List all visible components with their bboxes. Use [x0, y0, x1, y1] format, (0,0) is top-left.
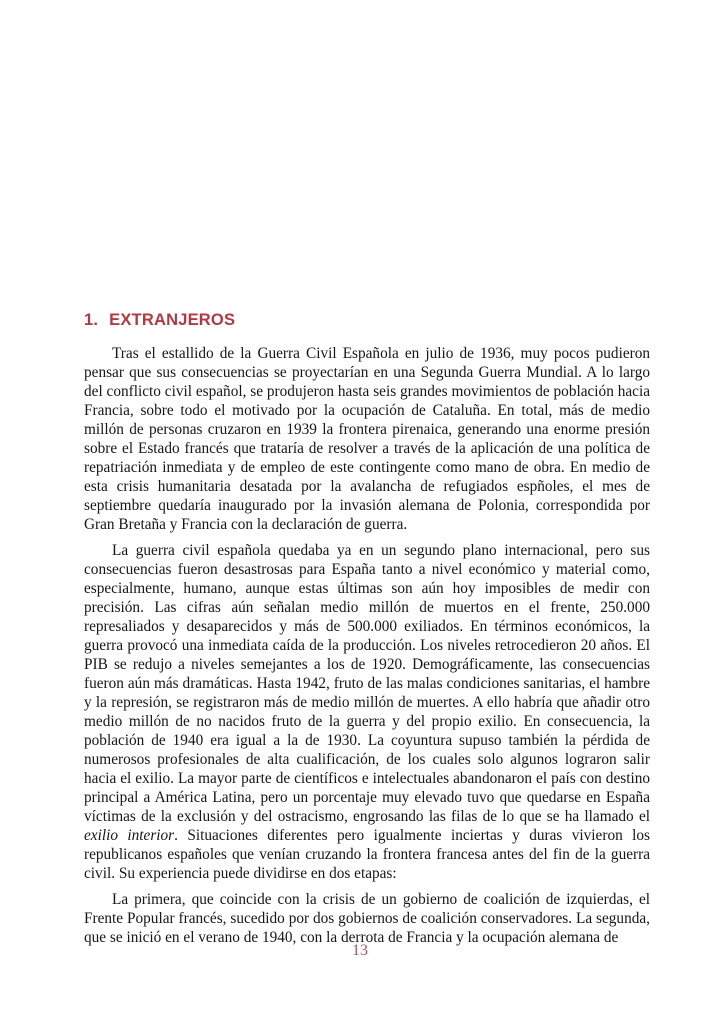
text-segment: . Situaciones diferentes pero igualmente inciertas y duras vivieron los republicanos españoles que venían cruzando la frontera francesa antes del fin de la guerra civil. Su experiencia puede dividirse en dos etapas: — [84, 827, 650, 882]
text-segment: Tras el estallido de la Guerra Civil Española en julio de 1936, muy pocos pudieron pensar que sus consecuencias se proyectarían en una Segunda Guerra Mundial. A lo largo del conflicto civil español, se produjeron hasta seis grandes movimientos de población hacia Francia, sobre todo el motivado por la ocupación de Cataluña. En total, más de medio millón de personas cruzaron en 1939 la frontera pirenaica, generando una enorme presión sobre el Estado francés que trataría de resolver a través de la aplicación de una política de repatriación inmediata y de empleo de este contingente como mano de obra. En medio de esta crisis humanitaria desatada por la avalancha de refugiados espñoles, el mes de septiembre quedaría inaugurado por la invasión alemana de Polonia, correspondida por Gran Bretaña y Francia con la declaración de guerra. — [84, 345, 650, 533]
text-segment: La primera, que coincide con la crisis de un gobierno de coalición de izquierdas, el Frente Popular francés, sucedido por dos gobiernos de coalición conservadores. La segunda, que se inició en el verano de 1940, con la derrota de Francia y la ocupación alemana de — [84, 891, 650, 946]
paragraph-two-stages — [84, 890, 650, 947]
paragraph-intro-war — [84, 344, 650, 534]
section-heading — [84, 310, 235, 330]
italic-phrase: exilio interior — [84, 827, 175, 844]
paragraph-consequences — [84, 541, 650, 883]
section-title: EXTRANJEROS — [109, 311, 236, 329]
body-text — [84, 344, 650, 947]
section-number: 1. — [84, 311, 99, 329]
text-segment: La guerra civil española quedaba ya en un segundo plano internacional, pero sus consecuencias fueron desastrosas para España tanto a nivel económico y material como, especialmente, humano, aunque estas últimas son aún hoy imposibles de medir con precisión. Las cifras aún señalan medio millón de muertos en el frente, 250.000 represaliados y desaparecidos y más de 500.000 exiliados. En términos económicos, la guerra provocó una inmediata caída de la producción. Los niveles retrocedieron 20 años. El PIB se redujo a niveles semejantes a los de 1920. Demográficamente, las consecuencias fueron aún más dramáticas. Hasta 1942, fruto de las malas condiciones sanitarias, el hambre y la represión, se registraron más de medio millón de muertes. A ello habría que añadir otro medio millón de no nacidos fruto de la guerra y del propio exilio. En consecuencia, la población de 1940 era igual a la de 1930. La coyuntura supuso también la pérdida de numerosos profesionales de alta cualificación, de los cuales solo algunos lograron salir hacia el exilio. La mayor parte de científicos e intelectuales abandonaron el país con destino principal a América Latina, pero un porcentaje muy elevado tuvo que quedarse en España víctimas de la exclusión y del ostracismo, engrosando las filas de lo que se ha llamado el — [84, 542, 650, 825]
page-number: 13 — [352, 942, 368, 959]
